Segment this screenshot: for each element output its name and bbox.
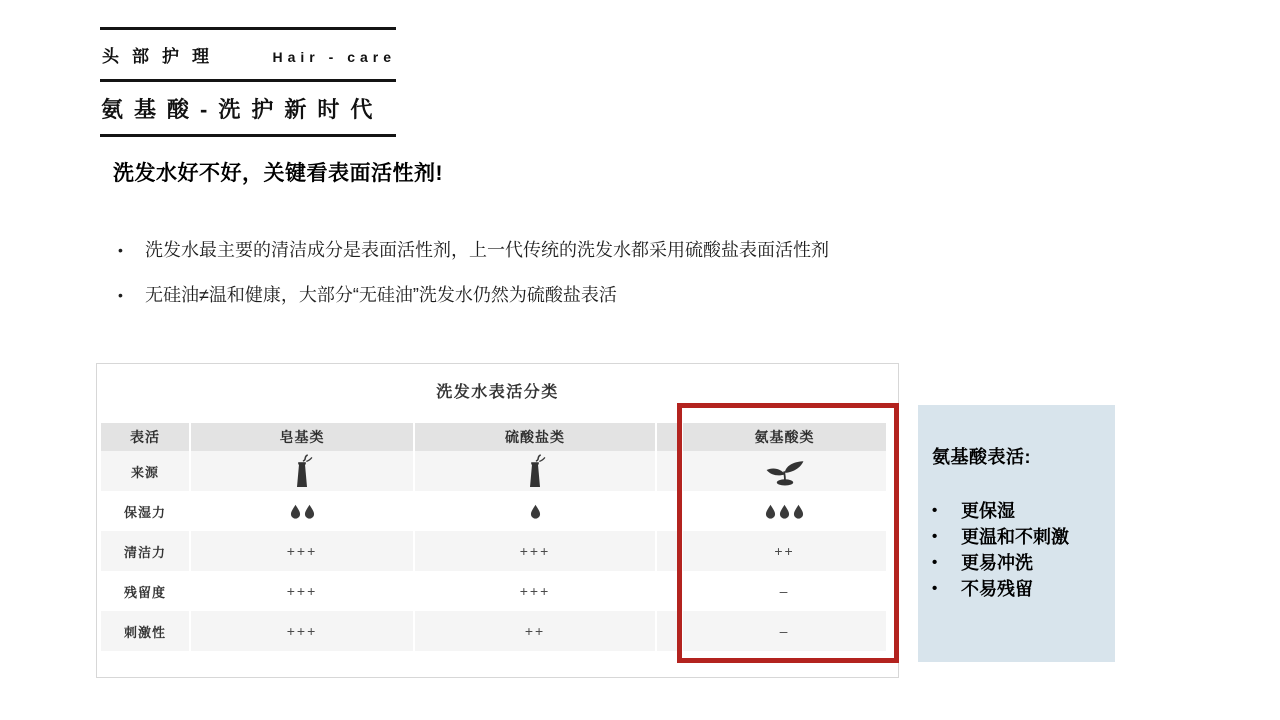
drop-icons-x1 (415, 491, 655, 531)
brand-kicker (100, 30, 396, 79)
header-cell: 表活 (101, 423, 189, 451)
bullet-text: 洗发水最主要的清洁成分是表面活性剂，上一代传统的洗发水都采用硫酸盐表面活性剂 (145, 240, 829, 260)
sprout-icon (683, 451, 886, 491)
callout-item-text: 更易冲洗 (961, 553, 1033, 573)
brand-kicker-zh: 头部护理 (102, 47, 222, 66)
spacer-cell (657, 423, 681, 451)
callout-item (932, 550, 1105, 576)
value-cell: +++ (415, 531, 655, 571)
header-cell: 硫酸盐类 (415, 423, 655, 451)
callout-item-text: 不易残留 (961, 579, 1033, 599)
row-label: 清洁力 (101, 531, 189, 571)
callout-item (932, 498, 1105, 524)
header-cell: 氨基酸类 (683, 423, 886, 451)
row-label: 残留度 (101, 571, 189, 611)
header-cell: 皂基类 (191, 423, 413, 451)
bullet-icon: • (118, 242, 123, 258)
spacer-cell (657, 451, 681, 491)
bullet-icon: • (932, 502, 938, 519)
value-cell: +++ (191, 571, 413, 611)
callout-title: 氨基酸表活: (932, 447, 1031, 467)
callout-item-text: 更温和不刺激 (961, 527, 1069, 547)
value-cell: ++ (683, 531, 886, 571)
spacer-cell (657, 491, 681, 531)
brand-title: 氨基酸-洗护新时代 (101, 97, 384, 122)
bullet-icon: • (118, 287, 123, 303)
bullet-icon: • (932, 528, 938, 545)
brand-header (100, 27, 396, 137)
value-cell: +++ (191, 611, 413, 651)
bullet-item (118, 236, 1038, 264)
table-title: 洗发水表活分类 (436, 384, 559, 401)
bullet-icon: • (932, 554, 938, 571)
callout-item (932, 576, 1105, 602)
value-cell: – (683, 611, 886, 651)
spacer-cell (657, 571, 681, 611)
divider-line (100, 134, 396, 137)
factory-icon (415, 451, 655, 491)
callout-list (932, 498, 1105, 602)
value-cell: +++ (191, 531, 413, 571)
surfactant-table (101, 423, 886, 651)
page-title: 洗发水好不好，关键看表面活性剂! (113, 162, 443, 185)
bullet-list (118, 236, 1038, 326)
bullet-item (118, 281, 1038, 309)
bullet-icon: • (932, 580, 938, 597)
brand-kicker-en: Hair - care (272, 49, 396, 65)
value-cell: – (683, 571, 886, 611)
drop-icons-x3 (683, 491, 886, 531)
callout-item-text: 更保湿 (961, 501, 1015, 521)
spacer-cell (657, 611, 681, 651)
spacer-cell (657, 531, 681, 571)
drop-icons-x2 (191, 491, 413, 531)
row-label: 刺激性 (101, 611, 189, 651)
value-cell: ++ (415, 611, 655, 651)
amino-acid-callout (918, 405, 1115, 662)
row-label: 来源 (101, 451, 189, 491)
surfactant-table-card (96, 363, 899, 678)
factory-icon (191, 451, 413, 491)
row-label: 保湿力 (101, 491, 189, 531)
bullet-text: 无硅油≠温和健康，大部分“无硅油”洗发水仍然为硫酸盐表活 (145, 285, 617, 305)
callout-item (932, 524, 1105, 550)
value-cell: +++ (415, 571, 655, 611)
